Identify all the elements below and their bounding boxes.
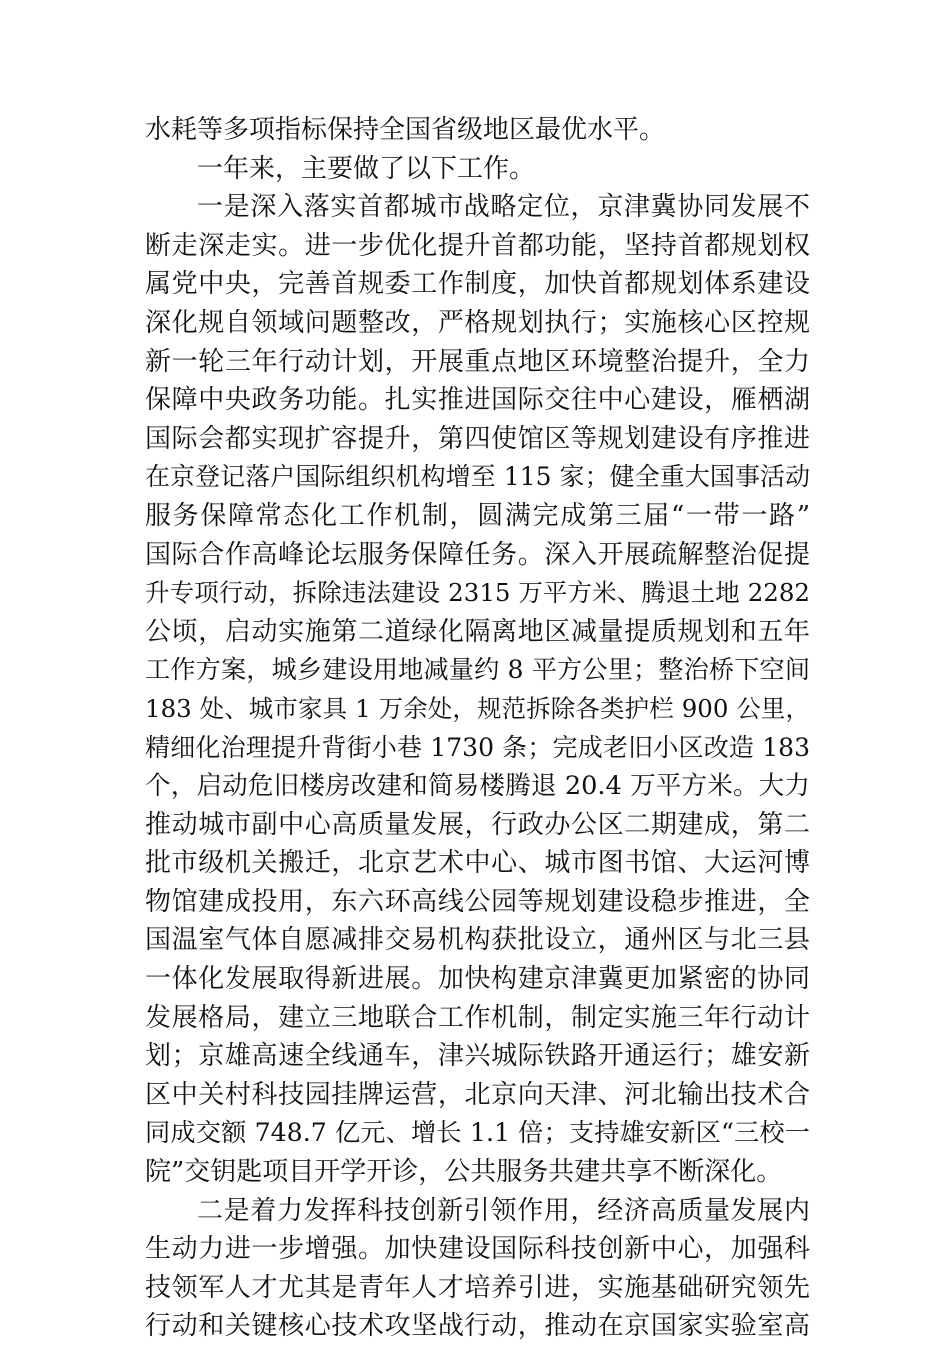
text-line: 一是深入落实首都城市战略定位，京津冀协同发展不 <box>197 192 810 223</box>
text-line: 院”交钥匙项目开学开诊，公共服务共建共享不断深化。 <box>145 1157 783 1188</box>
text-line: 同成交额 748.7 亿元、增长 1.1 倍；支持雄安新区“三校一 <box>145 1118 810 1148</box>
text-line: 国温室气体自愿减排交易机构获批设立，通州区与北三县 <box>145 925 810 956</box>
text-line: 新一轮三年行动计划，开展重点地区环境整治提升，全力 <box>145 346 810 377</box>
text-line: 国际合作高峰论坛服务保障任务。深入开展疏解整治促提 <box>145 539 810 570</box>
text-line: 服务保障常态化工作机制，圆满完成第三届“一带一路” <box>145 500 810 531</box>
text-line: 物馆建成投用，东六环高线公园等规划建设稳步推进，全 <box>145 886 810 917</box>
text-line: 在京登记落户国际组织机构增至 115 家；健全重大国事活动 <box>145 462 810 492</box>
text-line: 技领军人才尤其是青年人才培养引进，实施基础研究领先 <box>145 1272 810 1303</box>
body-text <box>145 111 810 1346</box>
text-line: 属党中央，完善首规委工作制度，加快首都规划体系建设 <box>145 269 810 300</box>
text-line: 一年来，主要做了以下工作。 <box>197 153 536 184</box>
text-line: 工作方案，城乡建设用地减量约 8 平方公里；整治桥下空间 <box>145 655 810 685</box>
text-line: 划；京雄高速全线通车，津兴城际铁路开通运行；雄安新 <box>145 1041 810 1072</box>
text-line: 断走深走实。进一步优化提升首都功能，坚持首都规划权 <box>145 230 810 261</box>
text-line: 推动城市副中心高质量发展，行政办公区二期建成，第二 <box>145 809 810 840</box>
text-line: 个，启动危旧楼房改建和简易楼腾退 20.4 万平方米。大力 <box>145 771 810 802</box>
text-line: 生动力进一步增强。加快建设国际科技创新中心，加强科 <box>145 1234 810 1265</box>
text-line: 深化规自领域问题整改，严格规划执行；实施核心区控规 <box>145 307 810 338</box>
text-line: 行动和关键核心技术攻坚战行动，推动在京国家实验室高 <box>145 1311 810 1342</box>
text-line: 批市级机关搬迁，北京艺术中心、城市图书馆、大运河博 <box>145 848 810 879</box>
text-line: 公顷，启动实施第二道绿化隔离地区减量提质规划和五年 <box>145 616 810 647</box>
text-line: 国际会都实现扩容提升，第四使馆区等规划建设有序推进 <box>145 423 810 454</box>
text-line: 二是着力发挥科技创新引领作用，经济高质量发展内 <box>197 1195 810 1226</box>
text-line: 升专项行动，拆除违法建设 2315 万平方米、腾退土地 2282 <box>145 578 810 608</box>
text-line: 精细化治理提升背街小巷 1730 条；完成老旧小区改造 183 <box>145 732 810 762</box>
text-line: 水耗等多项指标保持全国省级地区最优水平。 <box>145 115 666 145</box>
text-line: 发展格局，建立三地联合工作机制，制定实施三年行动计 <box>145 1002 810 1033</box>
text-line: 保障中央政务功能。扎实推进国际交往中心建设，雁栖湖 <box>145 385 810 416</box>
text-line: 区中关村科技园挂牌运营，北京向天津、河北输出技术合 <box>145 1079 810 1110</box>
text-line: 183 处、城市家具 1 万余处，规范拆除各类护栏 900 公里， <box>145 693 810 723</box>
text-line: 一体化发展取得新进展。加快构建京津冀更加紧密的协同 <box>145 964 810 995</box>
